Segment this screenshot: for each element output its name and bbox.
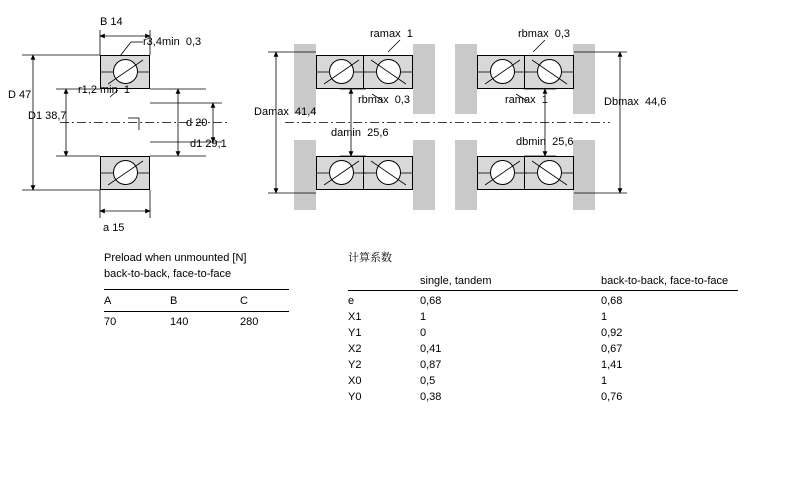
right-bearing-a-lower-ball [329, 160, 354, 185]
preload-table-rule-top [104, 289, 289, 290]
dim-rbmax-right-label: rbmax 0,3 [518, 28, 570, 40]
dim-D-label: D 47 [8, 89, 32, 101]
coefficients-row-label: X1 [348, 311, 362, 323]
coefficients-row-col2: 0,92 [601, 327, 623, 339]
coefficients-row-label: Y1 [348, 327, 362, 339]
right-bearing-d-lower-ball [537, 160, 562, 185]
coefficients-row-col1: 0,87 [420, 359, 442, 371]
dim-rbmax-left-label: rbmax 0,3 [358, 94, 410, 106]
coefficients-table-rule [348, 290, 738, 291]
right-bearing-a-upper-ball [329, 59, 354, 84]
coefficients-row-col1: 0,5 [420, 375, 436, 387]
dim-dbmin-label: dbmin 25,6 [516, 136, 574, 148]
right-housing-hatch-a-bottom [294, 140, 316, 210]
right-housing-hatch-a-top [294, 44, 316, 114]
coefficients-row-col1: 0,38 [420, 391, 442, 403]
preload-value-A: 70 [104, 316, 117, 328]
right-bearing-b-upper-ball [376, 59, 401, 84]
right-housing-hatch-b-top [413, 44, 435, 114]
dim-Damax-label: Damax 41,4 [254, 106, 317, 118]
right-housing-hatch-d-top [573, 44, 595, 114]
dim-r34min-label: r3,4min 0,3 [143, 36, 202, 48]
coefficients-table-title: 计算系数 [348, 252, 392, 264]
right-bearing-c-upper-ball [490, 59, 515, 84]
coefficients-row-label: Y0 [348, 391, 362, 403]
right-bearing-d-upper-ball [537, 59, 562, 84]
right-housing-hatch-c-top [455, 44, 477, 114]
dim-B-label: B 14 [100, 16, 123, 28]
preload-table-title: Preload when unmounted [N] [104, 252, 247, 264]
coefficients-row-col2: 0,76 [601, 391, 623, 403]
coefficients-row-col2: 1,41 [601, 359, 623, 371]
preload-value-C: 280 [240, 316, 259, 328]
preload-header-A: A [104, 295, 112, 307]
dim-damin-label: damin 25,6 [331, 127, 389, 139]
right-bearing-b-lower-ball [376, 160, 401, 185]
coefficients-col2-header: back-to-back, face-to-face [601, 275, 729, 287]
dim-Dbmax-label: Dbmax 44,6 [604, 96, 667, 108]
preload-table-subtitle: back-to-back, face-to-face [104, 268, 232, 280]
coefficients-col1-header: single, tandem [420, 275, 492, 287]
coefficients-row-label: X0 [348, 375, 362, 387]
dim-a-label: a 15 [103, 222, 125, 234]
right-housing-hatch-c-bottom [455, 140, 477, 210]
dim-d1-label: d1 29,1 [190, 138, 227, 150]
coefficients-row-label: X2 [348, 343, 362, 355]
right-housing-hatch-d-bottom [573, 140, 595, 210]
dim-r12min-label: r1,2 min 1 [78, 84, 130, 96]
preload-value-B: 140 [170, 316, 189, 328]
coefficients-row-col2: 1 [601, 311, 608, 323]
preload-header-C: C [240, 295, 248, 307]
coefficients-row-label: e [348, 295, 355, 307]
coefficients-row-col2: 1 [601, 375, 608, 387]
preload-table-rule-mid [104, 311, 289, 312]
coefficients-row-col1: 0,68 [420, 295, 442, 307]
left-bearing-lower-ball [113, 160, 138, 185]
coefficients-row-col1: 1 [420, 311, 427, 323]
dim-D1-label: D1 38,7 [28, 110, 67, 122]
right-bearing-c-lower-ball [490, 160, 515, 185]
coefficients-row-col2: 0,67 [601, 343, 623, 355]
right-housing-hatch-b-bottom [413, 140, 435, 210]
dim-ramax-right-label: ramax 1 [505, 94, 548, 106]
coefficients-row-col1: 0,41 [420, 343, 442, 355]
dim-ramax-left-label: ramax 1 [370, 28, 413, 40]
dim-d-label: d 20 [186, 117, 208, 129]
left-bearing-upper-ball [113, 59, 138, 84]
coefficients-row-col1: 0 [420, 327, 427, 339]
preload-header-B: B [170, 295, 178, 307]
coefficients-row-label: Y2 [348, 359, 362, 371]
coefficients-row-col2: 0,68 [601, 295, 623, 307]
